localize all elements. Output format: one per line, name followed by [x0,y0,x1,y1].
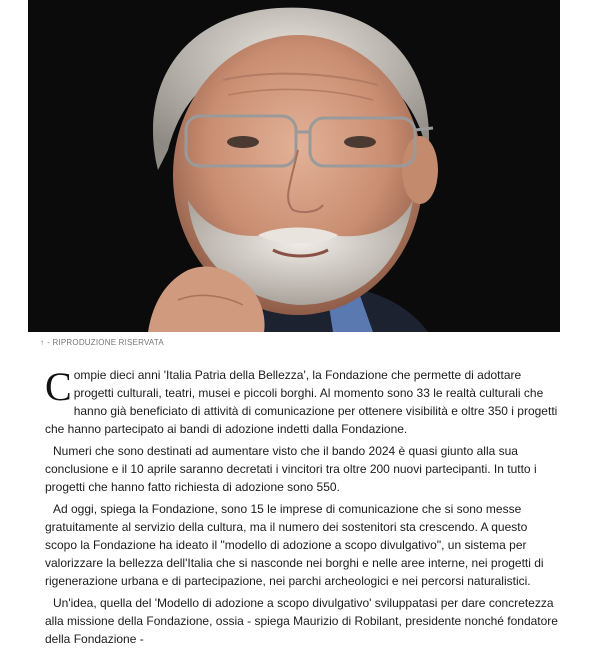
photo-caption [40,338,164,347]
drop-cap: C [45,364,72,409]
paragraph-text: ompie dieci anni 'Italia Patria della Bellezza', la Fondazione che permette di adottare progetti culturali, teatri, musei e piccoli borghi. Al momento sono 33 le realtà culturali che hanno già beneficiato di attività di comunicazione per ottenere visibilità e oltre 350 i progetti che hanno partecipato ai bandi di adozione indetti dalla Fondazione. [45,368,558,436]
portrait-photo [28,0,560,332]
portrait-image [28,0,560,332]
article-body [45,366,560,652]
article-paragraph-3: Ad oggi, spiega la Fondazione, sono 15 le imprese di comunicazione che si sono messe gratuitamente al servizio della cultura, ma il numero dei sostenitori sta crescendo. A questo scopo la Fondazione ha ideato il "modello di adozione a scopo divulgativo", un sistema per valorizzare la bellezza dell'Italia che si nasconde nei borghi e nelle aree interne, nei progetti di rigenerazione urbana e di partecipazione, nei parchi archeologici e nei percorsi naturalistici. [45,502,544,588]
caption-text: - RIPRODUZIONE RISERVATA [47,338,164,347]
up-arrow-icon: ↑ [40,338,45,347]
article-paragraph-1 [45,366,560,438]
article-paragraph-4: Un'idea, quella del 'Modello di adozione a scopo divulgativo' sviluppatasi per dare concretezza alla missione della Fondazione, ossia - spiega Maurizio di Robilant, presidente nonché fondatore della Fondazione - [45,596,558,646]
article-paragraph-2: Numeri che sono destinati ad aumentare visto che il bando 2024 è quasi giunto alla sua conclusione e il 10 aprile saranno decretati i vincitori tra oltre 200 nuovi partecipanti. In tutto i progetti che hanno fatto richiesta di adozione sono 550. [45,444,537,494]
